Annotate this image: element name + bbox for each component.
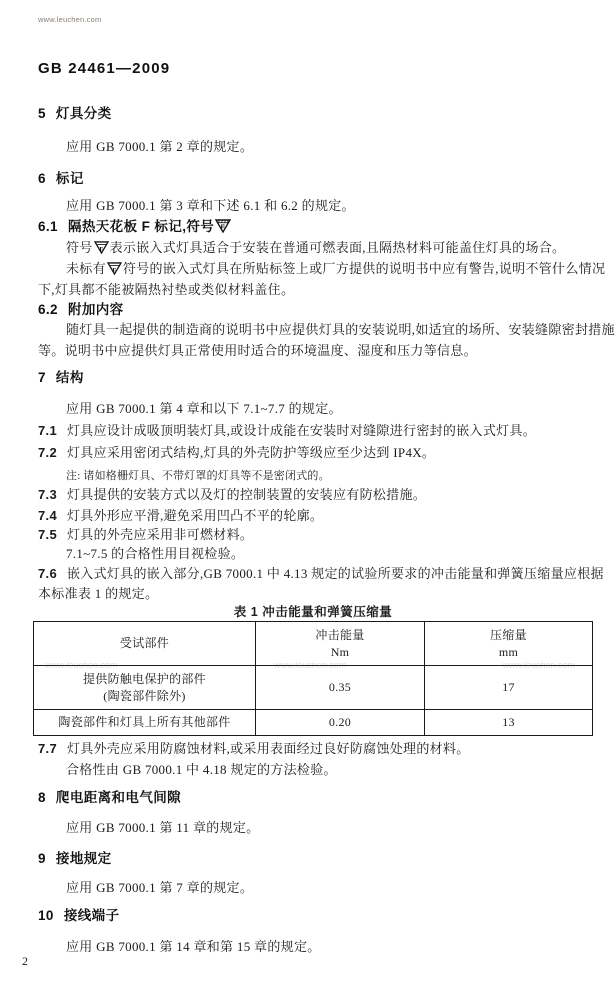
paragraph-7-5-check: 7.1~7.5 的合格性用目视检验。 [66, 546, 245, 561]
section-heading-6-2 [38, 302, 124, 318]
table-cell-compression: 17 [502, 680, 515, 694]
section-number: 6.2 [38, 302, 58, 317]
section-heading-9 [38, 851, 112, 867]
paragraph-s61-1: 符号 F 表示嵌入式灯具适合于安装在普通可燃表面,且隔热材料可能盖住灯具的场合。 [66, 240, 566, 255]
paragraph-s62-1: 随灯具一起提供的制造商的说明书中应提供灯具的安装说明,如适宜的场所、安装缝隙密封措施 [66, 322, 615, 337]
paragraph-s8: 应用 GB 7000.1 第 11 章的规定。 [66, 820, 260, 835]
section-title: 接线端子 [63, 908, 120, 923]
clause-7-4: 7.4 灯具外形应平滑,避免采用凹凸不平的轮廓。 [38, 508, 324, 523]
table-header-impact-energy: 冲击能量 Nm [256, 622, 425, 665]
clause-7-6: 7.6 嵌入式灯具的嵌入部分,GB 7000.1 中 4.13 规定的试验所要求的冲击能量和弹簧压缩量应根据 [38, 566, 604, 581]
clause-7-1: 7.1 灯具应设计成吸顶明装灯具,或设计成能在安装时对缝隙进行密封的嵌入式灯具。 [38, 423, 537, 438]
section-heading-7 [38, 370, 84, 386]
section-heading-8 [38, 790, 181, 806]
svg-text:F: F [220, 224, 226, 232]
section-number: 5 [38, 106, 46, 121]
section-heading-10 [38, 908, 119, 924]
table-header-row [34, 622, 592, 666]
site-url-watermark: www.leuchen.com [38, 15, 102, 24]
paragraph-7-6-cont: 本标准表 1 的规定。 [38, 586, 159, 601]
table-cell-impact-energy: 0.35 [256, 666, 425, 709]
section-title: 标记 [55, 171, 84, 186]
section-number: 8 [38, 790, 46, 805]
section-title: 爬电距离和电气间隙 [55, 790, 182, 805]
table-row [34, 710, 592, 735]
paragraph-s6: 应用 GB 7000.1 第 3 章和下述 6.1 和 6.2 的规定。 [66, 198, 355, 213]
table-caption: 表 1 冲击能量和弹簧压缩量 [233, 605, 393, 619]
table-row [34, 666, 592, 710]
paragraph-s9: 应用 GB 7000.1 第 7 章的规定。 [66, 880, 254, 895]
table-header-part: 受试部件 [34, 622, 256, 665]
paragraph-s61-3: 下,灯具都不能被隔热衬垫或类似材料盖住。 [38, 282, 295, 297]
f-mark-icon [94, 241, 109, 254]
clause-7-2: 7.2 灯具应采用密闭式结构,灯具的外壳防护等级应至少达到 IP4X。 [38, 445, 436, 460]
table-cell-part: 提供防触电保护的部件 (陶瓷部件除外) [34, 666, 256, 709]
table-watermark: www.leuchen.com www.leuchen.com www.leuchen.com [45, 660, 575, 670]
table-cell-part: 陶瓷部件和灯具上所有其他部件 [34, 710, 256, 735]
section-number: 7 [38, 370, 46, 385]
table-cell-impact-energy: 0.20 [256, 710, 425, 735]
section-title: 接地规定 [55, 851, 112, 866]
section-title: 隔热天花板 F 标记,符号 [67, 219, 215, 234]
svg-text:F: F [98, 245, 104, 253]
svg-text:F: F [112, 266, 117, 274]
paragraph-s10: 应用 GB 7000.1 第 14 章和第 15 章的规定。 [66, 939, 321, 954]
clause-7-3: 7.3 灯具提供的安装方式以及灯的控制装置的安装应有防松措施。 [38, 487, 427, 502]
paragraph-7-7-check: 合格性由 GB 7000.1 中 4.18 规定的方法检验。 [66, 762, 337, 777]
f-mark-icon [215, 219, 231, 233]
section-number: 9 [38, 851, 46, 866]
f-mark-icon [107, 262, 122, 275]
page-number: 2 [22, 954, 29, 968]
clause-7-5: 7.5 灯具的外壳应采用非可燃材料。 [38, 527, 254, 542]
paragraph-s7: 应用 GB 7000.1 第 4 章和以下 7.1~7.7 的规定。 [66, 401, 342, 416]
paragraph-s5: 应用 GB 7000.1 第 2 章的规定。 [66, 139, 254, 154]
clause-7-7: 7.7 灯具外壳应采用防腐蚀材料,或采用表面经过良好防腐蚀处理的材料。 [38, 741, 470, 756]
section-heading-6 [38, 171, 84, 187]
paragraph-s61-2: 未标有 F 符号的嵌入式灯具在所贴标签上或厂方提供的说明书中应有警告,说明不管什么情况 [66, 261, 606, 276]
section-heading-6-1 [38, 219, 232, 235]
table-header-compression: 压缩量 mm [490, 627, 527, 659]
paragraph-s62-2: 等。说明书中应提供灯具正常使用时适合的环境温度、湿度和压力等信息。 [38, 343, 477, 358]
section-heading-5 [38, 106, 112, 122]
standard-number: GB 24461—2009 [38, 60, 171, 77]
section-number: 6.1 [38, 219, 58, 234]
section-number: 6 [38, 171, 46, 186]
note-7-2: 注: 诸如格栅灯具、不带灯罩的灯具等不是密闭式的。 [66, 470, 330, 482]
section-title: 结构 [55, 370, 84, 385]
section-number: 10 [38, 908, 54, 923]
table-impact-energy [33, 621, 593, 736]
table-cell-compression: 13 [502, 715, 515, 729]
section-title: 附加内容 [67, 302, 124, 317]
section-title: 灯具分类 [55, 106, 112, 121]
